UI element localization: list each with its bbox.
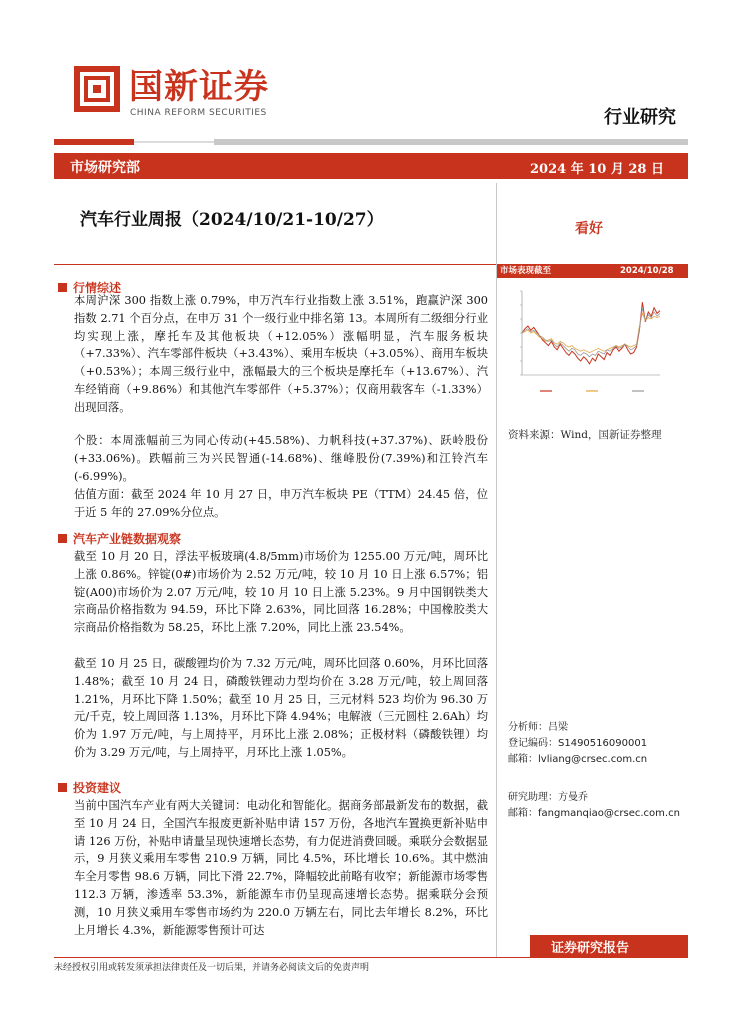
- chart-header-date: 2024/10/28: [620, 266, 674, 276]
- paragraph-investment-advice: 当前中国汽车产业有两大关键词：电动化和智能化。据商务部最新发布的数据，截至 10 月 24 日，全国汽车报废更新补贴申请 157 万份，各地汽车置换更新补贴申请 126 万份，补贴申请量呈现快速增长态势，有力促进消费回暖。乘联分会数据显示，9 月狭义乘用车零售 210.9 万辆，同比 4.5%，环比增长 10.6%。其中燃油车全月零售 98.6 万辆，同比下滑 22.7%，降幅较此前略有收窄；新能源市场零售 112.3 万辆，渗透率 53.3%，新能源车市仍呈现高速增长态势。据乘联分会预测，10 月狭义乘用车零售市场约为 220.0 万辆左右，同比去年增长 8.2%，环比上月增长 4.3%，新能源零售预计可达: [74, 799, 488, 937]
- section-marker-icon: [58, 534, 67, 543]
- header-rule-gray: [214, 139, 688, 145]
- market-performance-chart: [500, 283, 684, 401]
- report-title: 汽车行业周报（2024/10/21-10/27）: [80, 210, 384, 230]
- paragraph-market-overview: 本周沪深 300 指数上涨 0.79%，申万汽车行业指数上涨 3.51%，跑赢沪深 300 指数 2.71 个百分点，在申万 31 个一级行业中排名第 13。本周所有二级细分行业均实现上涨，摩托车及其他板块（+12.05%）涨幅明显，汽车服务板块（+7.33%）、汽车零部件板块（+3.43%）、乘用车板块（+3.05%）、商用车板块（+0.53%）；本周三级行业中，涨幅最大的三个板块是摩托车（+13.67%）、汽车经销商（+9.86%）和其他汽车零部件（+5.37%）；仅商用载客车（-1.33%）出现回落。: [74, 294, 488, 414]
- section-marker-icon: [58, 783, 67, 792]
- assistant-email: 邮箱：fangmanqiao@crsec.com.cn: [508, 808, 680, 819]
- chart-series: [522, 302, 660, 364]
- department-name: 市场研究部: [70, 160, 140, 176]
- column-divider: [496, 183, 497, 958]
- company-logo-text: 国新证券: [129, 67, 269, 107]
- analyst-email: 邮箱：lvliang@crsec.com.cn: [508, 754, 648, 765]
- footer-label: 证券研究报告: [551, 941, 630, 956]
- chart-series-line-1: [522, 302, 660, 364]
- main-content-rule: [54, 264, 496, 265]
- paragraph-stocks: 个股：本周涨幅前三为同心传动(+45.58%)、力帆科技(+37.37%)、跃岭股份(+33.06%)。跌幅前三为兴民智通(-14.68%)、继峰股份(7.39%)和江铃汽车(-6.99%)。: [74, 434, 488, 483]
- section-heading-text: 投资建议: [73, 781, 122, 795]
- company-logo-english: CHINA REFORM SECURITIES: [130, 108, 267, 118]
- footer-rule: [54, 957, 688, 958]
- section-heading-supply-chain: [58, 530, 181, 547]
- section-heading-text: 行情综述: [73, 281, 122, 295]
- report-type: 行业研究: [604, 107, 676, 128]
- assistant-name: 研究助理：方曼乔: [508, 792, 588, 803]
- header-rule-red: [54, 139, 134, 145]
- footer-disclaimer: 未经授权引用或转发须承担法律责任及一切后果，并请务必阅读文后的免责声明: [54, 963, 370, 973]
- paragraph-raw-materials: 截至 10 月 20 日，浮法平板玻璃(4.8/5mm)市场价为 1255.00 万元/吨，周环比上涨 0.86%。锌锭(0#)市场价为 2.52 万元/吨，较 10 月 10 日上涨 6.57%；铝锭(A00)市场价为 2.07 万元/吨，较 10 月 10 日上涨 5.23%。9 月中国钢铁类大宗商品价格指数为 94.59，环比下降 2.63%，同比回落 16.28%；中国橡胶类大宗商品价格指数为 58.25，环比上涨 7.20%，同比上涨 23.54%。: [74, 550, 488, 635]
- report-date: 2024 年 10 月 28 日: [530, 162, 664, 177]
- analyst-registration: 登记编码：S1490516090001: [508, 738, 648, 749]
- section-heading-investment: [58, 779, 121, 796]
- chart-header-title: 市场表现截至: [500, 266, 552, 276]
- chart-source: 资料来源：Wind，国新证券整理: [508, 429, 662, 441]
- company-logo-mark: [74, 66, 120, 112]
- section-marker-icon: [58, 283, 67, 292]
- section-heading-text: 汽车产业链数据观察: [73, 532, 182, 546]
- rating-label: 看好: [575, 221, 603, 237]
- header-rule-light: [134, 141, 214, 143]
- paragraph-valuation: 估值方面：截至 2024 年 10 月 27 日，申万汽车板块 PE（TTM）24.45 倍，位于近 5 年的 27.09%分位点。: [74, 488, 488, 519]
- paragraph-battery-materials: 截至 10 月 25 日，碳酸锂均价为 7.32 万元/吨，周环比回落 0.60%，月环比回落 1.48%；截至 10 月 24 日，磷酸铁锂动力型均价在 3.28 万元/吨，较上周回落 1.21%，月环比下降 1.50%；截至 10 月 25 日，三元材料 523 均价为 96.30 万元/千克，较上周回落 1.13%，月环比下降 4.94%；电解液（三元圆柱 2.6Ah）均价为 1.97 万元/吨，与上周持平，月环比上涨 2.08%；正极材料（磷酸铁锂）均价为 3.29 万元/吨，与上周持平，月环比上涨 1.05%。: [74, 657, 488, 759]
- analyst-name: 分析师：吕梁: [508, 722, 568, 733]
